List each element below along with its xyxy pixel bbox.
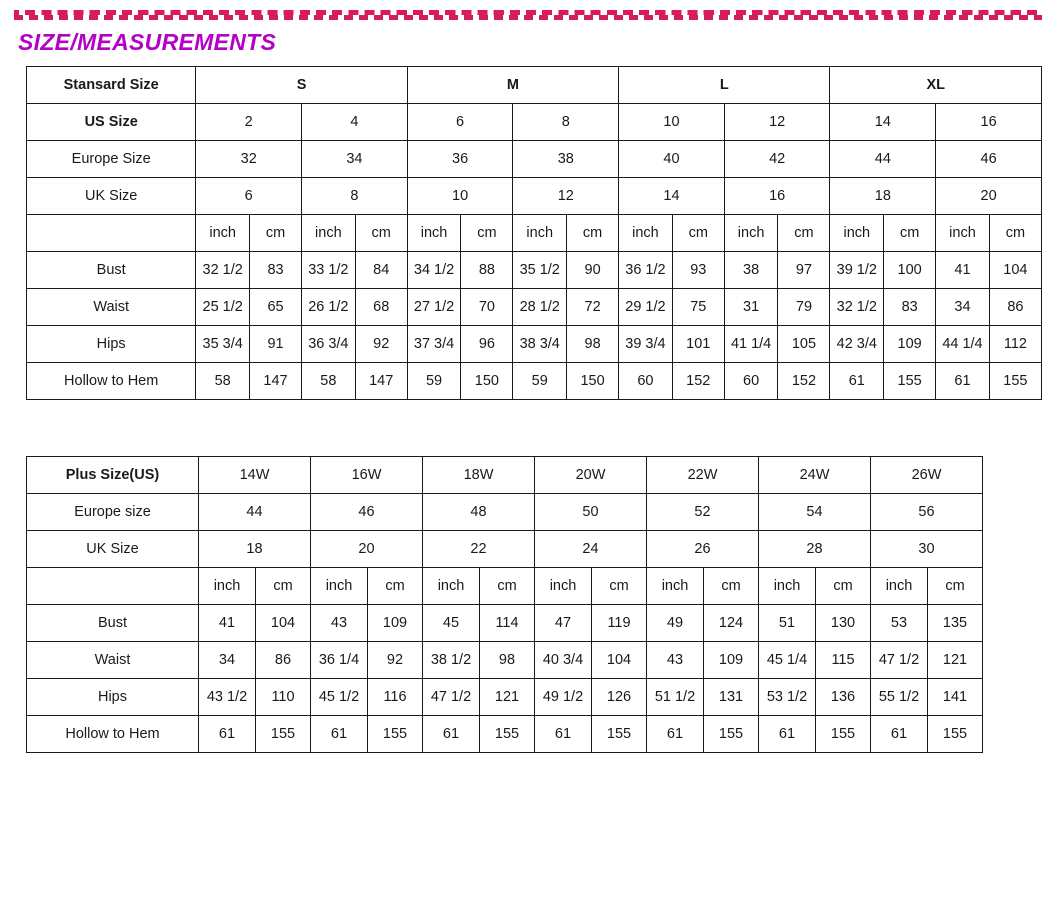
table-row-plus-size [27,457,983,494]
table-row-units [27,215,1042,252]
measure-cell: 60 [724,363,778,400]
uk-size-cell: 10 [407,178,513,215]
unit-cm: cm [368,568,423,605]
row-label-waist: Waist [27,289,196,326]
unit-inch: inch [423,568,480,605]
group-size-l: L [619,67,830,104]
measure-cell: 124 [704,605,759,642]
europe-size-cell: 52 [647,494,759,531]
measure-cell: 104 [592,642,647,679]
measure-cell: 131 [704,679,759,716]
measure-cell: 65 [249,289,301,326]
measure-cell: 101 [672,326,724,363]
measure-cell: 45 [423,605,480,642]
table-row-bust [27,605,983,642]
europe-size-cell: 48 [423,494,535,531]
europe-size-cell: 42 [724,141,830,178]
measure-cell: 49 [647,605,704,642]
measure-cell: 136 [816,679,871,716]
europe-size-cell: 38 [513,141,619,178]
unit-cm: cm [592,568,647,605]
us-size-cell: 14 [830,104,936,141]
unit-cm: cm [778,215,830,252]
measure-cell: 83 [249,252,301,289]
europe-size-cell: 36 [407,141,513,178]
uk-size-cell: 22 [423,531,535,568]
row-label-europe-size: Europe size [27,494,199,531]
unit-row-empty-label [27,215,196,252]
plus-size-cell: 16W [311,457,423,494]
group-size-s: S [196,67,407,104]
measure-cell: 38 [724,252,778,289]
group-size-m: M [407,67,618,104]
unit-cm: cm [567,215,619,252]
measure-cell: 90 [567,252,619,289]
us-size-cell: 8 [513,104,619,141]
divider-line [14,15,1042,20]
unit-inch: inch [871,568,928,605]
plus-size-cell: 14W [199,457,311,494]
measure-cell: 33 1/2 [302,252,356,289]
unit-inch: inch [647,568,704,605]
measure-cell: 98 [480,642,535,679]
europe-size-cell: 46 [311,494,423,531]
measure-cell: 130 [816,605,871,642]
us-size-cell: 12 [724,104,830,141]
row-label-bust: Bust [27,252,196,289]
measure-cell: 100 [884,252,936,289]
size-chart-page [0,10,1056,908]
unit-inch: inch [936,215,990,252]
measure-cell: 41 [936,252,990,289]
europe-size-cell: 40 [619,141,725,178]
us-size-cell: 4 [302,104,408,141]
measure-cell: 104 [989,252,1041,289]
measure-cell: 150 [461,363,513,400]
uk-size-cell: 16 [724,178,830,215]
measure-cell: 141 [928,679,983,716]
measure-cell: 135 [928,605,983,642]
uk-size-cell: 28 [759,531,871,568]
measure-cell: 88 [461,252,513,289]
measure-cell: 58 [196,363,250,400]
measure-cell: 155 [704,716,759,753]
measure-cell: 83 [884,289,936,326]
unit-inch: inch [302,215,356,252]
unit-inch: inch [759,568,816,605]
measure-cell: 26 1/2 [302,289,356,326]
measure-cell: 53 [871,605,928,642]
unit-cm: cm [816,568,871,605]
plus-size-cell: 22W [647,457,759,494]
us-size-cell: 6 [407,104,513,141]
measure-cell: 61 [871,716,928,753]
measure-cell: 61 [936,363,990,400]
europe-size-cell: 46 [936,141,1042,178]
unit-cm: cm [249,215,301,252]
measure-cell: 47 1/2 [423,679,480,716]
measure-cell: 59 [407,363,461,400]
measure-cell: 155 [368,716,423,753]
measure-cell: 112 [989,326,1041,363]
measure-cell: 105 [778,326,830,363]
measure-cell: 92 [355,326,407,363]
unit-inch: inch [407,215,461,252]
row-label-hips: Hips [27,679,199,716]
measure-cell: 51 [759,605,816,642]
measure-cell: 155 [592,716,647,753]
measure-cell: 32 1/2 [196,252,250,289]
measure-cell: 115 [816,642,871,679]
measure-cell: 72 [567,289,619,326]
plus-size-cell: 18W [423,457,535,494]
unit-cm: cm [672,215,724,252]
uk-size-cell: 26 [647,531,759,568]
unit-cm: cm [461,215,513,252]
row-label-plus-size: Plus Size(US) [27,457,199,494]
unit-row-empty-label [27,568,199,605]
table-row-hips [27,326,1042,363]
unit-cm: cm [704,568,759,605]
measure-cell: 155 [480,716,535,753]
us-size-cell: 10 [619,104,725,141]
row-label-us-size: US Size [27,104,196,141]
europe-size-cell: 32 [196,141,302,178]
measure-cell: 79 [778,289,830,326]
table-row-uk-size [27,531,983,568]
unit-inch: inch [513,215,567,252]
measure-cell: 61 [311,716,368,753]
measure-cell: 61 [199,716,256,753]
us-size-cell: 2 [196,104,302,141]
measure-cell: 61 [759,716,816,753]
europe-size-cell: 34 [302,141,408,178]
standard-size-table [26,66,1042,400]
measure-cell: 44 1/4 [936,326,990,363]
uk-size-cell: 12 [513,178,619,215]
plus-size-cell: 26W [871,457,983,494]
measure-cell: 61 [830,363,884,400]
measure-cell: 35 1/2 [513,252,567,289]
measure-cell: 42 3/4 [830,326,884,363]
row-label-uk-size: UK Size [27,531,199,568]
measure-cell: 68 [355,289,407,326]
measure-cell: 155 [884,363,936,400]
unit-inch: inch [619,215,673,252]
measure-cell: 51 1/2 [647,679,704,716]
plus-size-cell: 20W [535,457,647,494]
measure-cell: 60 [619,363,673,400]
measure-cell: 98 [567,326,619,363]
europe-size-cell: 56 [871,494,983,531]
measure-cell: 126 [592,679,647,716]
measure-cell: 45 1/4 [759,642,816,679]
measure-cell: 75 [672,289,724,326]
measure-cell: 55 1/2 [871,679,928,716]
unit-inch: inch [830,215,884,252]
uk-size-cell: 14 [619,178,725,215]
measure-cell: 41 1/4 [724,326,778,363]
unit-cm: cm [989,215,1041,252]
measure-cell: 119 [592,605,647,642]
table-row-us-size [27,104,1042,141]
plus-size-cell: 24W [759,457,871,494]
unit-cm: cm [928,568,983,605]
measure-cell: 59 [513,363,567,400]
table-row-bust [27,252,1042,289]
measure-cell: 121 [928,642,983,679]
measure-cell: 39 1/2 [830,252,884,289]
measure-cell: 152 [672,363,724,400]
europe-size-cell: 44 [830,141,936,178]
unit-cm: cm [355,215,407,252]
plus-size-table-wrapper [26,456,1042,753]
measure-cell: 155 [989,363,1041,400]
measure-cell: 155 [816,716,871,753]
measure-cell: 37 3/4 [407,326,461,363]
measure-cell: 109 [368,605,423,642]
measure-cell: 147 [355,363,407,400]
unit-inch: inch [199,568,256,605]
measure-cell: 45 1/2 [311,679,368,716]
measure-cell: 155 [256,716,311,753]
measure-cell: 97 [778,252,830,289]
measure-cell: 43 [311,605,368,642]
table-row-waist [27,289,1042,326]
row-label-uk-size: UK Size [27,178,196,215]
measure-cell: 36 1/4 [311,642,368,679]
uk-size-cell: 18 [830,178,936,215]
table-row-uk-size [27,178,1042,215]
measure-cell: 53 1/2 [759,679,816,716]
measure-cell: 35 3/4 [196,326,250,363]
measure-cell: 43 1/2 [199,679,256,716]
measure-cell: 47 [535,605,592,642]
measure-cell: 39 3/4 [619,326,673,363]
uk-size-cell: 18 [199,531,311,568]
page-title: SIZE/MEASUREMENTS [18,29,277,55]
measure-cell: 47 1/2 [871,642,928,679]
europe-size-cell: 44 [199,494,311,531]
unit-cm: cm [480,568,535,605]
measure-cell: 96 [461,326,513,363]
measure-cell: 61 [647,716,704,753]
measure-cell: 38 1/2 [423,642,480,679]
table-row-hollow-to-hem [27,716,983,753]
standard-size-table-wrapper [26,66,1042,400]
measure-cell: 110 [256,679,311,716]
measure-cell: 86 [989,289,1041,326]
measure-cell: 31 [724,289,778,326]
table-row-hips [27,679,983,716]
table-row-waist [27,642,983,679]
table-row-standard-size [27,67,1042,104]
measure-cell: 34 [199,642,256,679]
measure-cell: 91 [249,326,301,363]
measure-cell: 121 [480,679,535,716]
unit-inch: inch [196,215,250,252]
uk-size-cell: 20 [936,178,1042,215]
uk-size-cell: 6 [196,178,302,215]
measure-cell: 36 1/2 [619,252,673,289]
measure-cell: 27 1/2 [407,289,461,326]
unit-inch: inch [535,568,592,605]
row-label-waist: Waist [27,642,199,679]
measure-cell: 93 [672,252,724,289]
measure-cell: 155 [928,716,983,753]
europe-size-cell: 50 [535,494,647,531]
measure-cell: 34 [936,289,990,326]
plus-size-table [26,456,983,753]
measure-cell: 34 1/2 [407,252,461,289]
row-label-hollow-to-hem: Hollow to Hem [27,716,199,753]
unit-cm: cm [256,568,311,605]
table-row-europe-size [27,494,983,531]
uk-size-cell: 20 [311,531,423,568]
measure-cell: 152 [778,363,830,400]
measure-cell: 61 [535,716,592,753]
table-row-europe-size [27,141,1042,178]
unit-cm: cm [884,215,936,252]
us-size-cell: 16 [936,104,1042,141]
measure-cell: 41 [199,605,256,642]
measure-cell: 86 [256,642,311,679]
measure-cell: 36 3/4 [302,326,356,363]
top-dashed-divider [14,10,1042,21]
measure-cell: 38 3/4 [513,326,567,363]
measure-cell: 25 1/2 [196,289,250,326]
unit-inch: inch [311,568,368,605]
measure-cell: 32 1/2 [830,289,884,326]
measure-cell: 40 3/4 [535,642,592,679]
row-label-europe-size: Europe Size [27,141,196,178]
measure-cell: 109 [884,326,936,363]
measure-cell: 84 [355,252,407,289]
measure-cell: 43 [647,642,704,679]
uk-size-cell: 8 [302,178,408,215]
measure-cell: 92 [368,642,423,679]
row-label-standard-size: Stansard Size [27,67,196,104]
table-row-units [27,568,983,605]
unit-inch: inch [724,215,778,252]
row-label-hollow-to-hem: Hollow to Hem [27,363,196,400]
measure-cell: 28 1/2 [513,289,567,326]
measure-cell: 61 [423,716,480,753]
measure-cell: 150 [567,363,619,400]
measure-cell: 58 [302,363,356,400]
measure-cell: 49 1/2 [535,679,592,716]
measure-cell: 114 [480,605,535,642]
uk-size-cell: 24 [535,531,647,568]
measure-cell: 29 1/2 [619,289,673,326]
measure-cell: 116 [368,679,423,716]
measure-cell: 104 [256,605,311,642]
uk-size-cell: 30 [871,531,983,568]
measure-cell: 147 [249,363,301,400]
group-size-xl: XL [830,67,1042,104]
measure-cell: 109 [704,642,759,679]
row-label-hips: Hips [27,326,196,363]
table-row-hollow-to-hem [27,363,1042,400]
measure-cell: 70 [461,289,513,326]
europe-size-cell: 54 [759,494,871,531]
row-label-bust: Bust [27,605,199,642]
